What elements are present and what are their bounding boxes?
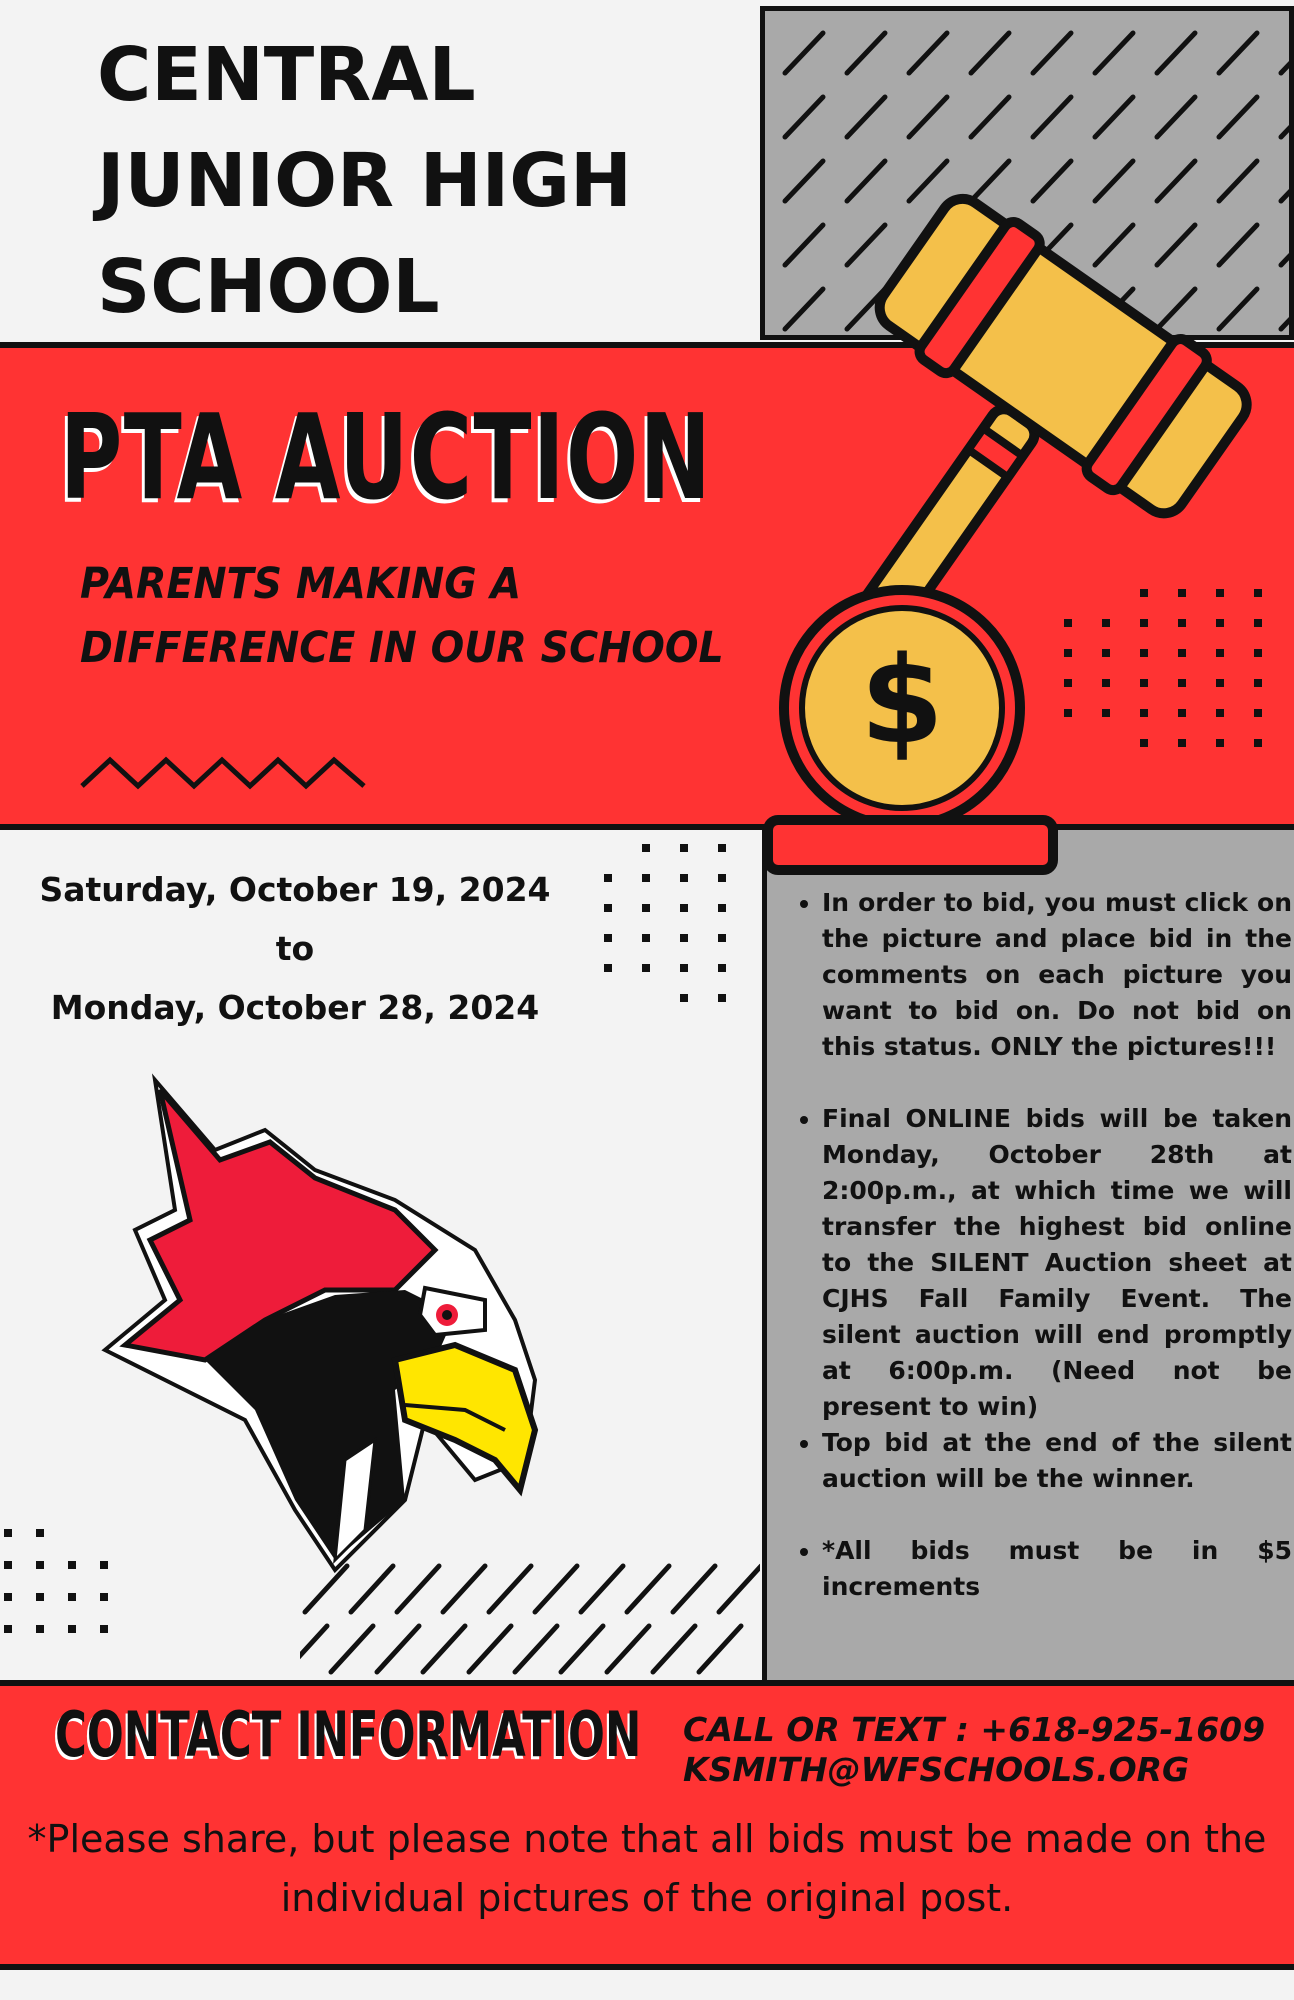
coin-symbol: $ [860, 632, 944, 771]
decorative-dot [1140, 739, 1148, 747]
instruction-item: • Final ONLINE bids will be taken Monday, October 28th at 2:00p.m., at which time we will transfer the highest bid online to the SILENT Auction sheet at CJHS Fall Family Event. The silent auction will end promptly at 6:00p.m. (Need not be present to win) [822, 1101, 1292, 1425]
hatch-line [971, 33, 1009, 73]
decorative-dot [718, 874, 726, 882]
decorative-dot [642, 874, 650, 882]
decorative-dot [1216, 679, 1224, 687]
hatch-line [305, 1566, 347, 1612]
share-note: *Please share, but please note that all bids must be made on the individual pictures of the original post. [27, 1817, 1267, 1920]
decorative-dot [718, 994, 726, 1002]
hatch-line [673, 1566, 715, 1612]
decorative-dot [642, 844, 650, 852]
hatch-line [785, 33, 823, 73]
tagline [80, 552, 724, 680]
hatch-line [300, 1626, 327, 1672]
hatch-line [1095, 97, 1133, 137]
decorative-dot [680, 994, 688, 1002]
decorative-dot [718, 904, 726, 912]
decorative-dot [4, 1625, 12, 1633]
decorative-dot [1254, 679, 1262, 687]
hatch-line [1095, 33, 1133, 73]
contact-email[interactable]: KSMITH@WFSCHOOLS.ORG [683, 1750, 1190, 1789]
hatch-line [971, 97, 1009, 137]
decorative-dot [718, 964, 726, 972]
decorative-dot [68, 1561, 76, 1569]
contact-title: CONTACT INFORMATION [55, 1698, 642, 1771]
decorative-dot [680, 964, 688, 972]
decorative-dot [4, 1529, 12, 1537]
decorative-dot [642, 904, 650, 912]
decorative-dot [4, 1593, 12, 1601]
decorative-dot [604, 874, 612, 882]
decorative-dot [68, 1593, 76, 1601]
decorative-dot [100, 1561, 108, 1569]
date-connector: to [275, 929, 315, 968]
hatch-line [699, 1626, 741, 1672]
hatch-line [489, 1566, 531, 1612]
hatch-line [351, 1566, 393, 1612]
hatch-pattern [300, 1560, 760, 1678]
dot-grid-decoration [600, 840, 760, 1020]
hatch-line [1219, 33, 1257, 73]
hatch-line [1219, 97, 1257, 137]
hatch-line [653, 1626, 695, 1672]
hatch-line [443, 1566, 485, 1612]
school-name-line: CENTRAL [97, 32, 476, 118]
contact-details [683, 1710, 1283, 1790]
cardinal-mascot-icon [95, 1060, 555, 1590]
decorative-dot [604, 934, 612, 942]
hatch-line [423, 1626, 465, 1672]
decorative-dot [1216, 709, 1224, 717]
bid-instructions [790, 885, 1292, 1605]
hatch-line [1157, 33, 1195, 73]
hatch-line [515, 1626, 557, 1672]
decorative-dot [680, 934, 688, 942]
decorative-dot [36, 1529, 44, 1537]
hatch-line [785, 97, 823, 137]
hatch-line [909, 33, 947, 73]
hatch-line [909, 97, 947, 137]
hatch-line [785, 289, 823, 329]
zigzag-decoration [80, 752, 370, 792]
dollar-coin-icon [760, 570, 1070, 890]
hatch-line [627, 1566, 669, 1612]
hatch-line [1281, 33, 1289, 73]
hatch-line [847, 97, 885, 137]
school-name-line: JUNIOR HIGH [97, 138, 632, 224]
decorative-dot [1178, 679, 1186, 687]
decorative-dot [36, 1625, 44, 1633]
decorative-dot [1178, 709, 1186, 717]
hatch-line [561, 1626, 603, 1672]
hatch-line [607, 1626, 649, 1672]
decorative-dot [718, 844, 726, 852]
decorative-dot [36, 1561, 44, 1569]
hatch-line [785, 225, 823, 265]
start-date: Saturday, October 19, 2024 [39, 870, 551, 909]
decorative-dot [100, 1625, 108, 1633]
instruction-item: • *All bids must be in $5 increments [822, 1533, 1292, 1605]
contact-phone[interactable]: CALL OR TEXT : +618-925-1609 [683, 1710, 1266, 1749]
decorative-dot [36, 1593, 44, 1601]
dot-grid-decoration [0, 1525, 140, 1665]
decorative-dot [642, 934, 650, 942]
decorative-dot [100, 1593, 108, 1601]
end-date: Monday, October 28, 2024 [50, 988, 540, 1027]
decorative-dot [1254, 709, 1262, 717]
decorative-dot [68, 1625, 76, 1633]
decorative-dot [680, 904, 688, 912]
instruction-item: • Top bid at the end of the silent auction will be the winner. [822, 1425, 1292, 1497]
tagline-line: PARENTS MAKING A [80, 559, 522, 609]
decorative-dot [604, 904, 612, 912]
hatch-line [1033, 33, 1071, 73]
decorative-dot [1216, 739, 1224, 747]
hatch-line [397, 1566, 439, 1612]
hatch-line [785, 161, 823, 201]
school-name [97, 22, 697, 340]
hatch-line [719, 1566, 760, 1612]
school-name-line: SCHOOL [97, 244, 440, 330]
decorative-dot [680, 874, 688, 882]
decorative-dot [1254, 739, 1262, 747]
hatch-line [377, 1626, 419, 1672]
hatch-line [581, 1566, 623, 1612]
tagline-line: DIFFERENCE IN OUR SCHOOL [80, 623, 724, 673]
hatch-line [847, 33, 885, 73]
auction-title: PTA AUCTION [60, 388, 713, 526]
hatch-line [1157, 97, 1195, 137]
hatch-line [331, 1626, 373, 1672]
decorative-dot [1102, 709, 1110, 717]
hatch-line [535, 1566, 577, 1612]
hatch-line [1033, 97, 1071, 137]
decorative-dot [718, 934, 726, 942]
instruction-item: • In order to bid, you must click on the picture and place bid in the comments on each picture you want to bid on. Do not bid on this status. ONLY the pictures!!! [822, 885, 1292, 1065]
decorative-dot [604, 964, 612, 972]
decorative-dot [1140, 679, 1148, 687]
decorative-dot [4, 1561, 12, 1569]
hatch-line [1281, 97, 1289, 137]
hatch-line [469, 1626, 511, 1672]
auction-dates [0, 860, 590, 1037]
decorative-dot [680, 844, 688, 852]
decorative-dot [1140, 709, 1148, 717]
decorative-dot [1102, 679, 1110, 687]
decorative-dot [642, 964, 650, 972]
decorative-dot [1178, 739, 1186, 747]
